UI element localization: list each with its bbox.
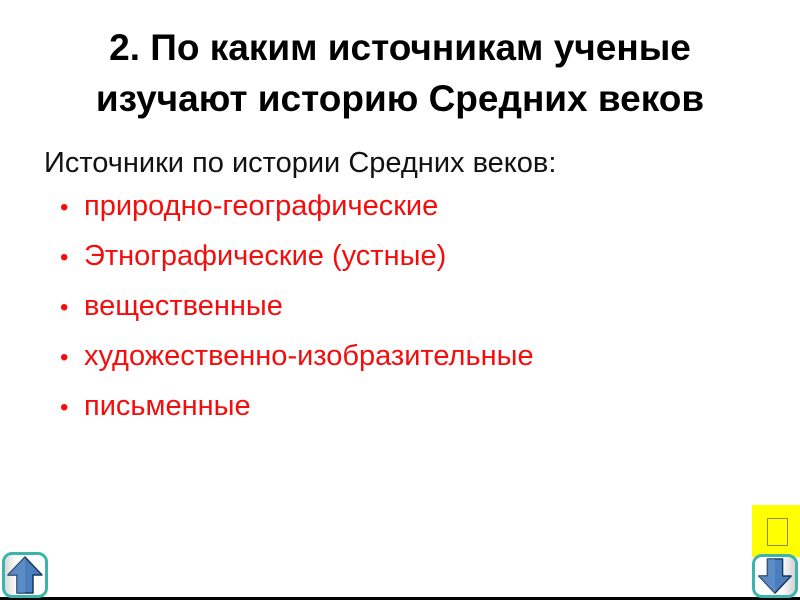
list-item [60,340,534,390]
yellow-note-box [752,505,800,557]
bullet-icon: • [60,394,69,421]
bullet-icon: • [60,194,69,221]
page-title-line2: изучают историю Средних веков [95,78,705,119]
down-arrow-icon [756,557,794,595]
list-item [60,190,534,240]
bullet-list [60,190,534,440]
bullet-text: Этнографические (устные) [84,240,447,272]
bullet-icon: • [60,244,69,271]
bullet-icon: • [60,294,69,321]
list-item [60,290,534,340]
up-arrow-icon [6,555,44,595]
list-item [60,390,534,440]
page-title [0,22,800,124]
nav-down-button[interactable] [752,554,798,598]
bullet-text: письменные [84,390,251,422]
bullet-text: природно-географические [84,190,439,222]
bullet-text: вещественные [84,290,283,322]
missing-glyph-box-icon [767,518,788,546]
nav-up-button[interactable] [2,552,48,598]
page-title-line1: 2. По каким источникам ученые [109,27,691,68]
intro-text: Источники по истории Средних веков: [44,147,557,179]
bullet-text: художественно-изобразительные [84,340,534,372]
list-item [60,240,534,290]
bullet-icon: • [60,344,69,371]
